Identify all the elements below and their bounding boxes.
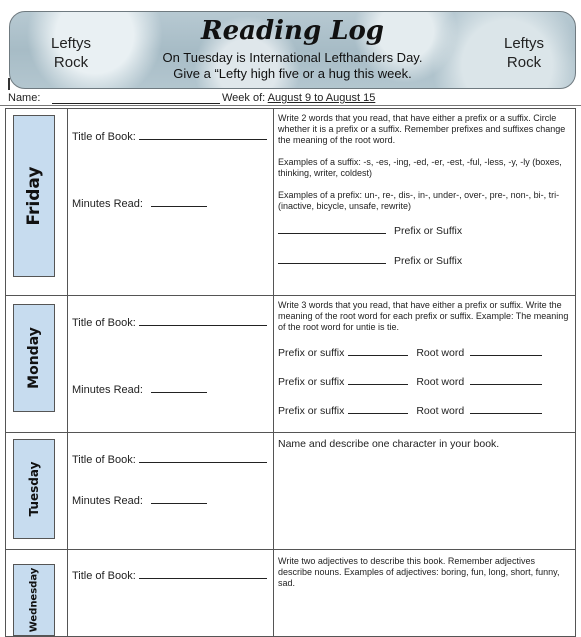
- answer-line-1: [278, 345, 570, 359]
- name-label: Name:: [8, 92, 41, 104]
- table-row: [6, 433, 576, 550]
- announcement-line-1: On Tuesday is International Lefthanders Day.: [162, 50, 423, 65]
- answer-field[interactable]: [278, 253, 386, 264]
- page-title: Reading Log: [201, 16, 384, 46]
- task-cell: [274, 550, 576, 637]
- task-instructions: Name and describe one character in your book.: [278, 438, 500, 450]
- day-tab-tuesday: [13, 439, 55, 539]
- minutes-label: Minutes Read:: [72, 495, 143, 507]
- title-of-book: [68, 452, 267, 466]
- day-cell: [6, 433, 68, 550]
- title-label: Title of Book:: [72, 570, 136, 582]
- task-instructions: Write 3 words that you read, that have either a prefix or suffix. Write the meaning of the root word for each prefix or suffix. Example: The meaning of the root word for untie is tie.: [278, 300, 569, 332]
- leftys-rock-right: Leftys Rock: [503, 35, 545, 71]
- name-field[interactable]: [52, 92, 220, 104]
- divider-tick: [8, 78, 10, 90]
- task-instructions: Write two adjectives to describe this book. Remember adjectives describe nouns. Examples of adjectives: boring, fun, long, short, funny, sad.: [278, 556, 560, 588]
- title-field[interactable]: [139, 129, 267, 140]
- book-cell: [68, 109, 274, 296]
- title-label: Title of Book:: [72, 454, 136, 466]
- day-tab-monday: [13, 304, 55, 412]
- book-cell: [68, 296, 274, 433]
- week-value: August 9 to August 15: [267, 92, 376, 104]
- minutes-field[interactable]: [151, 493, 207, 504]
- root-field[interactable]: [470, 374, 542, 385]
- suffix-examples: Examples of a suffix: -s, -es, -ing, -ed, -er, -est, -ful, -less, -y, -ly (boxes, thinking, writer, coldest): [278, 157, 562, 178]
- day-tab-wednesday: [13, 564, 55, 636]
- task-cell: [274, 433, 576, 550]
- prefix-examples: Examples of a prefix: un-, re-, dis-, in-, under-, over-, pre-, non-, bi-, tri- (inactive, bicycle, unsafe, rewrite): [278, 190, 560, 211]
- prefix-or-suffix-label: Prefix or Suffix: [394, 225, 463, 237]
- prefix-field[interactable]: [348, 345, 408, 356]
- root-label: Root word: [416, 405, 465, 417]
- day-label: Tuesday: [27, 461, 41, 517]
- table-row: [6, 550, 576, 637]
- title-field[interactable]: [139, 568, 267, 579]
- minutes-read: [68, 493, 207, 507]
- table-row: [6, 296, 576, 433]
- answer-field[interactable]: [278, 223, 386, 234]
- title-of-book: [68, 568, 267, 582]
- day-label: Friday: [24, 166, 44, 226]
- announcement-line-2: Give a “Lefty high five or a hug this week.: [173, 66, 412, 81]
- minutes-read: [68, 196, 207, 210]
- answer-line-2: [278, 374, 570, 388]
- prefix-field[interactable]: [348, 403, 408, 414]
- table-row: [6, 109, 576, 296]
- title-label: Title of Book:: [72, 317, 136, 329]
- prefix-label: Prefix or suffix: [278, 347, 345, 359]
- task-cell: [274, 109, 576, 296]
- week-label: Week of:: [222, 92, 266, 104]
- book-cell: [68, 433, 274, 550]
- title-of-book: [68, 315, 267, 329]
- prefix-label: Prefix or suffix: [278, 376, 345, 388]
- reading-log-table: [5, 108, 576, 637]
- day-label: Wednesday: [28, 567, 40, 633]
- minutes-read: [68, 382, 207, 396]
- root-label: Root word: [416, 347, 465, 359]
- root-field[interactable]: [470, 345, 542, 356]
- answer-line-3: [278, 403, 570, 417]
- title-label: Title of Book:: [72, 131, 136, 143]
- day-cell: [6, 109, 68, 296]
- day-tab-friday: [13, 115, 55, 277]
- divider: [0, 105, 581, 106]
- minutes-label: Minutes Read:: [72, 198, 143, 210]
- task-instructions: Write 2 words that you read, that have either a prefix or a suffix. Circle whether it is a prefix or a suffix. Remember prefixes and suffixes change the meaning of the root word.: [278, 113, 566, 145]
- title-of-book: [68, 129, 267, 143]
- root-label: Root word: [416, 376, 465, 388]
- answer-line-1: [278, 223, 570, 237]
- header-banner: [9, 11, 576, 89]
- day-cell: [6, 550, 68, 637]
- minutes-field[interactable]: [151, 382, 207, 393]
- prefix-or-suffix-label: Prefix or Suffix: [394, 255, 463, 267]
- prefix-field[interactable]: [348, 374, 408, 385]
- minutes-field[interactable]: [151, 196, 207, 207]
- week-row: [222, 92, 375, 104]
- day-cell: [6, 296, 68, 433]
- book-cell: [68, 550, 274, 637]
- answer-line-2: [278, 253, 570, 267]
- title-field[interactable]: [139, 315, 267, 326]
- day-label: Monday: [26, 327, 42, 389]
- name-row: [8, 92, 220, 104]
- root-field[interactable]: [470, 403, 542, 414]
- task-cell: [274, 296, 576, 433]
- leftys-rock-left: Leftys Rock: [50, 35, 92, 71]
- minutes-label: Minutes Read:: [72, 384, 143, 396]
- prefix-label: Prefix or suffix: [278, 405, 345, 417]
- title-field[interactable]: [139, 452, 267, 463]
